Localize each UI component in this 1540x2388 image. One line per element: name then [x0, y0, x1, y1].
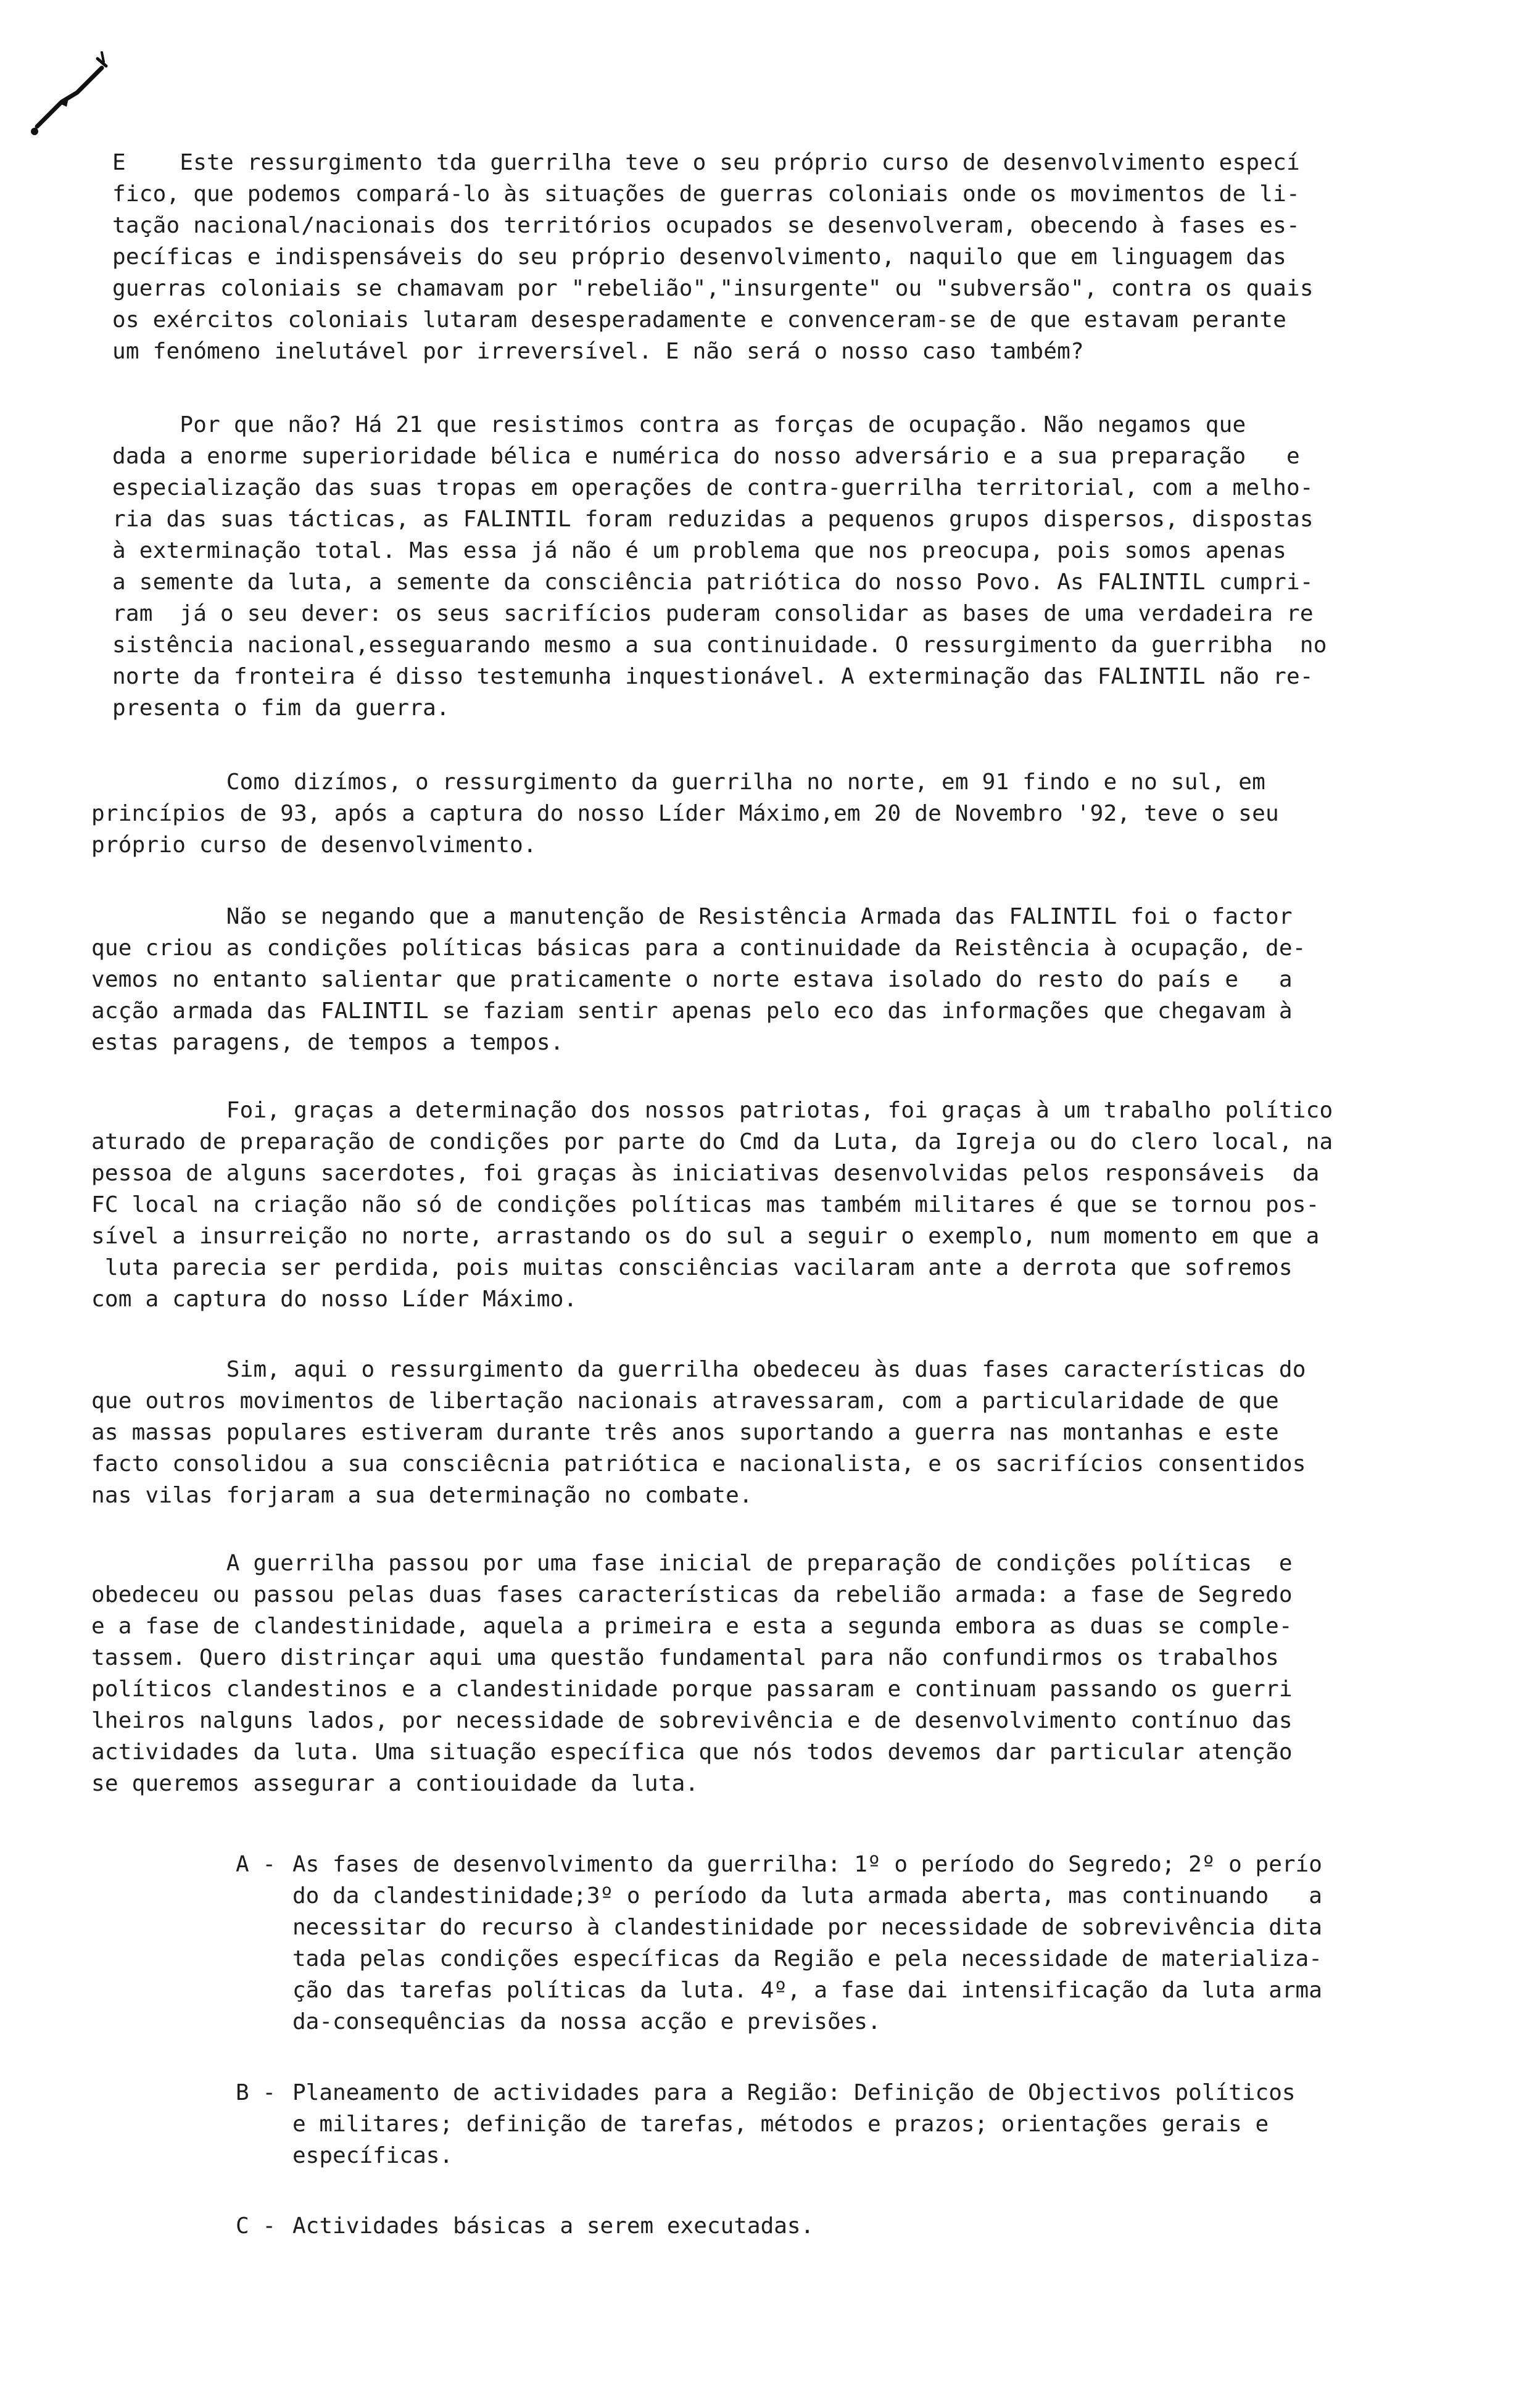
paragraph-2: Por que não? Há 21 que resistimos contra as forças de ocupação. Não negamos que dada a enorme superioridade bélica e numérica do nosso adversário e a sua preparação e especialização das suas tropas em operações de contra-guerrilha territorial, com a melho- ria das suas tácticas, as FALINTIL foram reduzidas a pequenos grupos dispersos, dispostas à exterminação total. Mas essa já não é um problema que nos preocupa, pois somos apenas a semente da luta, a semente da consciência patriótica do nosso Povo. As FALINTIL cumpri- ram já o seu dever: os seus sacrifícios puderam consolidar as bases de uma verdadeira re sistência nacional,esseguarando mesmo a sua continuidade. O ressurgimento da guerribha no norte da fronteira é disso testemunha inquestionável. A exterminação das FALINTIL não re- presenta o fim da guerra.: [112, 412, 1327, 721]
paragraph-3: Como dizímos, o ressurgimento da guerrilha no norte, em 91 findo e no sul, em princípios de 93, após a captura do nosso Líder Máximo,em 20 de Novembro '92, teve o seu próprio curso de desenvolvimento.: [91, 769, 1279, 858]
list-text: As fases de desenvolvimento da guerrilha: 1º o período do Segredo; 2º o perío do da clandestinidade;3º o período da luta armada aberta, mas continuando a necessitar do recurso à clandestinidade por necessidade de sobrevivência dita tada pelas condições específicas da Região e pela necessidade de materializa- ção das tarefas políticas da luta. 4º, a fase dai intensificação da luta arma da-consequências da nossa acção e previsões.: [292, 1852, 1322, 2034]
list-text: Planeamento de actividades para a Região: Definição de Objectivos políticos e militares; definição de tarefas, métodos e prazos; orientações gerais e específicas.: [292, 2080, 1296, 2168]
paragraph-6: Sim, aqui o ressurgimento da guerrilha obedeceu às duas fases características do que outros movimentos de libertação nacionais atravessaram, com a particularidade de que as massas populares estiveram durante três anos suportando a guerra nas montanhas e este facto consolidou a sua consciêcnia patriótica e nacionalista, e os sacrifícios consentidos nas vilas forjaram a sua determinação no combate.: [91, 1357, 1306, 1508]
paragraph-7: A guerrilha passou por uma fase inicial de preparação de condições políticas e obedeceu ou passou pelas duas fases características da rebelião armada: a fase de Segredo e a fase de clandestinidade, aquela a primeira e esta a segunda embora as duas se comple- tassem. Quero distrinçar aqui uma questão fundamental para não confundirmos os trabalhos políticos clandestinos e a clandestinidade porque passaram e continuam passando os guerri lheiros nalguns lados, por necessidade de sobrevivência e de desenvolvimento contínuo das actividades da luta. Uma situação específica que nós todos devemos dar particular atenção se queremos assegurar a contiouidade da luta.: [91, 1551, 1293, 1796]
list-label: B -: [236, 2080, 276, 2105]
paragraph-5: Foi, graças a determinação dos nossos patriotas, foi graças à um trabalho político aturado de preparação de condições por parte do Cmd da Luta, da Igreja ou do clero local, na pessoa de alguns sacerdotes, foi graças às iniciativas desenvolvidas pelos responsáveis da FC local na criação não só de condições políticas mas também militares é que se tornou pos- sível a insurreição no norte, arrastando os do sul a seguir o exemplo, num momento em que a luta parecia ser perdida, pois muitas consciências vacilaram ante a derrota que sofremos com a captura do nosso Líder Máximo.: [91, 1098, 1333, 1312]
paragraph-1: E Este ressurgimento tda guerrilha teve o seu próprio curso de desenvolvimento especí fico, que podemos compará-lo às situações de guerras coloniais onde os movimentos de li- tação nacional/nacionais dos territórios ocupados se desenvolveram, obecendo à fases es- pecíficas e indispensáveis do seu próprio desenvolvimento, naquilo que em linguagem das guerras coloniais se chamavam por "rebelião","insurgente" ou "subversão", contra os quais os exércitos coloniais lutaram desesperadamente e convenceram-se de que estavam perante um fenómeno inelutável por irreversível. E não será o nosso caso também?: [112, 150, 1314, 364]
list-label: A -: [236, 1852, 276, 1877]
paragraph-4: Não se negando que a manutenção de Resistência Armada das FALINTIL foi o factor que criou as condições políticas básicas para a continuidade da Reistência à ocupação, de- vemos no entanto salientar que praticamente o norte estava isolado do resto do país e a acção armada das FALINTIL se faziam sentir apenas pelo eco das informações que chegavam à estas paragens, de tempos a tempos.: [91, 904, 1306, 1055]
list-text: Actividades básicas a serem executadas.: [292, 2213, 814, 2239]
handwritten-mark: [25, 34, 111, 139]
list-label: C -: [236, 2213, 276, 2239]
